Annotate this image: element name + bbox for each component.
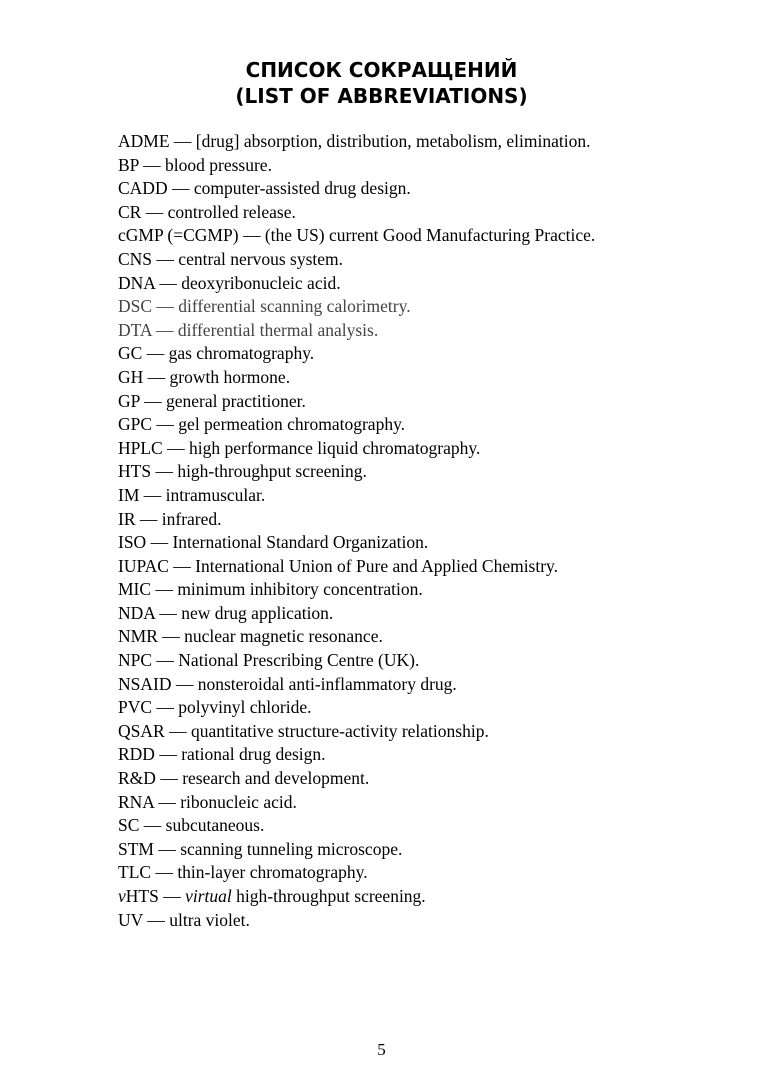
abbreviation: HPLC (118, 437, 163, 458)
list-item (118, 625, 595, 649)
abbreviation: STM (118, 838, 154, 859)
definition: growth hormone. (169, 366, 291, 387)
abbreviation: PVC (118, 697, 153, 718)
list-item (118, 673, 595, 697)
abbreviation: CR (118, 201, 142, 222)
abbreviation: DTA (118, 319, 152, 340)
separator: — (139, 815, 166, 836)
separator: — (169, 131, 196, 151)
list-item (118, 342, 595, 366)
separator: — (152, 414, 179, 435)
abbreviation: TLC (118, 862, 152, 883)
page-title (0, 58, 763, 110)
abbreviation: IM (118, 484, 140, 505)
list-item (118, 413, 595, 437)
list-item (118, 720, 595, 744)
definition: controlled release. (167, 201, 296, 222)
separator: — (151, 461, 178, 482)
definition: nonsteroidal anti-inflammatory drug. (197, 673, 457, 694)
list-item (118, 248, 595, 272)
abbreviation: NDA (118, 602, 155, 623)
list-item (118, 224, 595, 248)
list-item (118, 861, 595, 885)
separator: — (158, 886, 186, 906)
abbreviation: RDD (118, 744, 155, 765)
separator: — (141, 201, 168, 222)
list-item (118, 460, 595, 484)
list-item (118, 366, 595, 390)
definition: blood pressure. (165, 154, 272, 175)
separator: — (139, 484, 166, 505)
list-item (118, 909, 595, 933)
abbreviation: CNS (118, 248, 153, 269)
definition: deoxyribonucleic acid. (181, 272, 341, 293)
separator: — (154, 602, 182, 623)
list-item (118, 791, 595, 815)
definition: ribonucleic acid. (180, 791, 297, 812)
definition: subcutaneous. (165, 815, 265, 836)
abbreviation: NPC (118, 650, 153, 671)
list-item (118, 555, 595, 579)
abbreviation: SC (118, 815, 140, 836)
separator: — (153, 838, 181, 859)
abbreviation: GH (118, 366, 144, 387)
separator: — (154, 272, 182, 293)
abbreviation: GPC (118, 414, 153, 435)
list-item (118, 602, 595, 626)
definition: minimum inhibitory concentration. (177, 579, 423, 600)
abbreviation: DSC (118, 296, 153, 317)
definition: ultra violet. (169, 909, 250, 930)
definition: high performance liquid chromatography. (188, 437, 481, 458)
abbreviation: NMR (118, 626, 158, 647)
separator: — (151, 319, 178, 340)
abbreviation: BP (118, 154, 139, 175)
list-item (118, 295, 595, 319)
list-item (118, 201, 595, 225)
separator: — (152, 697, 179, 718)
separator: — (162, 437, 189, 458)
separator: — (168, 555, 196, 576)
definition: gas chromatography. (168, 343, 315, 364)
abbreviation: cGMP (=CGMP) (118, 225, 239, 246)
separator: — (138, 154, 166, 175)
definition: new drug application. (181, 602, 334, 623)
abbreviation: MIC (118, 579, 152, 600)
definition: (the US) current Good Manufacturing Practice. (264, 225, 596, 246)
list-item (118, 390, 595, 414)
definition: scanning tunneling microscope. (180, 838, 403, 859)
definition: computer-assisted drug design. (193, 178, 411, 199)
definition: National Prescribing Centre (UK). (178, 650, 420, 671)
abbreviation: ADME (118, 131, 170, 151)
abbreviation: HTS (118, 461, 152, 482)
definition: high-throughput screening. (231, 886, 426, 906)
list-item (118, 437, 595, 461)
abbreviation: HTS (125, 886, 159, 906)
abbreviation: NSAID (118, 673, 172, 694)
abbreviation: ISO (118, 532, 147, 553)
separator: — (152, 650, 179, 671)
separator: — (152, 296, 179, 317)
list-item (118, 649, 595, 673)
separator: — (171, 673, 198, 694)
separator: — (143, 366, 170, 387)
definition-emphasis: virtual (185, 886, 232, 906)
separator: — (153, 791, 181, 812)
definition: International Union of Pure and Applied Chemistry. (195, 555, 559, 576)
abbreviation-prefix: v (118, 886, 126, 906)
definition: differential thermal analysis. (177, 319, 379, 340)
abbreviation: CADD (118, 178, 168, 199)
definition: intramuscular. (165, 484, 266, 505)
definition: general practitioner. (165, 390, 306, 411)
list-item (118, 767, 595, 791)
separator: — (164, 720, 191, 741)
list-item (118, 578, 595, 602)
abbreviation: R&D (118, 768, 156, 789)
separator: — (155, 768, 183, 789)
separator: — (151, 862, 178, 883)
separator: — (238, 225, 265, 246)
definition: differential scanning calorimetry. (178, 296, 411, 317)
list-item (118, 885, 595, 909)
list-item (118, 130, 595, 154)
definition: International Standard Organization. (172, 532, 429, 553)
abbreviation: DNA (118, 272, 155, 293)
page-number: 5 (377, 1040, 386, 1059)
title-english: (LIST OF ABBREVIATIONS) (235, 84, 528, 108)
separator: — (135, 508, 162, 529)
list-item (118, 508, 595, 532)
abbreviation: QSAR (118, 720, 165, 741)
abbreviation: GP (118, 390, 140, 411)
definition: gel permeation chromatography. (178, 414, 406, 435)
abbreviation: RNA (118, 791, 154, 812)
list-item (118, 319, 595, 343)
separator: — (152, 248, 179, 269)
list-item (118, 177, 595, 201)
list-item (118, 154, 595, 178)
abbreviation-list (118, 130, 595, 932)
title-russian: СПИСОК СОКРАЩЕНИЙ (245, 58, 518, 82)
definition: quantitative structure-activity relationship. (190, 720, 489, 741)
separator: — (139, 390, 166, 411)
list-item (118, 696, 595, 720)
definition: thin-layer chromatography. (177, 862, 368, 883)
definition: infrared. (161, 508, 222, 529)
definition: research and development. (182, 768, 370, 789)
list-item (118, 838, 595, 862)
separator: — (167, 178, 194, 199)
definition: central nervous system. (178, 248, 344, 269)
separator: — (157, 626, 185, 647)
list-item (118, 484, 595, 508)
definition: nuclear magnetic resonance. (184, 626, 383, 647)
list-item (118, 814, 595, 838)
abbreviation: GC (118, 343, 143, 364)
abbreviation: UV (118, 909, 143, 930)
definition: high-throughput screening. (177, 461, 367, 482)
abbreviation: IR (118, 508, 136, 529)
separator: — (142, 343, 169, 364)
abbreviation: IUPAC (118, 555, 169, 576)
definition: polyvinyl chloride. (178, 697, 312, 718)
separator: — (142, 909, 170, 930)
separator: — (154, 744, 182, 765)
list-item (118, 272, 595, 296)
definition: rational drug design. (181, 744, 326, 765)
definition: [drug] absorption, distribution, metabolism, elimination. (195, 131, 591, 151)
separator: — (146, 532, 173, 553)
list-item (118, 743, 595, 767)
list-item (118, 531, 595, 555)
separator: — (151, 579, 178, 600)
